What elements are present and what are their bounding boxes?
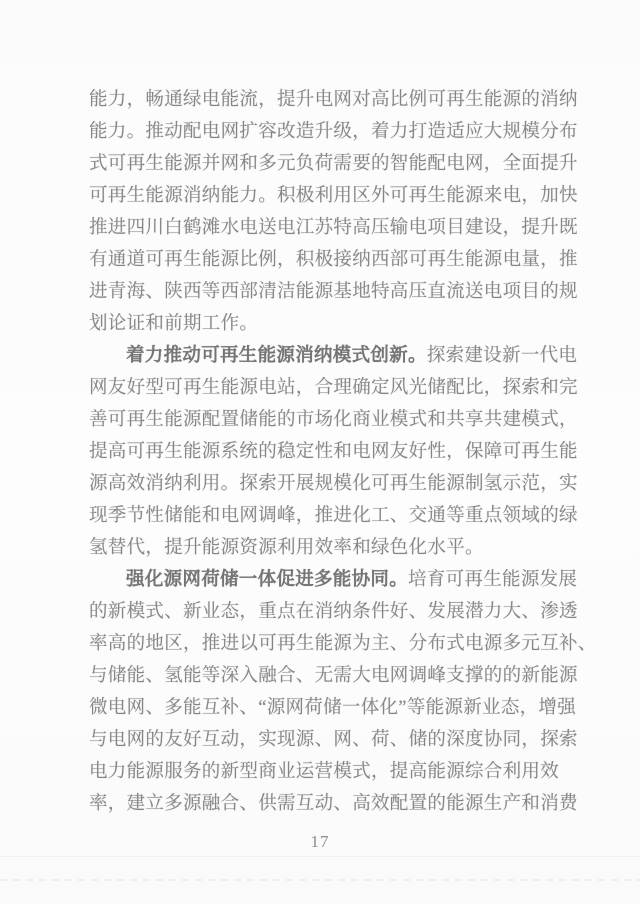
text-line: 划论证和前期工作。 [89, 314, 259, 334]
text-line: 网友好型可再生能源电站，合理确定风光储配比，探索和完 [89, 378, 578, 398]
text-line: 有通道可再生能源比例，积极接纳西部可再生能源电量，推 [89, 250, 578, 270]
text-line: 氢替代，提升能源资源利用效率和绿色化水平。 [89, 538, 484, 558]
text-line: 式可再生能源并网和多元负荷需要的智能配电网，全面提升 [89, 154, 578, 174]
text-line: 能力。推动配电网扩容改造升级，着力打造适应大规模分布 [89, 122, 578, 142]
text-line: 与储能、氢能等深入融合、无需大电网调峰支撑的的新能源 [89, 666, 578, 686]
text-line: 电力能源服务的新型商业运营模式，提高能源综合利用效 [89, 762, 560, 782]
text-line: 能力，畅通绿电能流，提升电网对高比例可再生能源的消纳 [89, 90, 578, 110]
scan-artifact-line [0, 856, 640, 857]
text-line: 与电网的友好互动，实现源、网、荷、储的深度协同，探索 [89, 730, 578, 750]
text-block [89, 84, 597, 820]
text-line: 率高的地区，推进以可再生能源为主、分布式电源多元互补、 [89, 634, 597, 654]
text-line: 可再生能源消纳能力。积极利用区外可再生能源来电，加快 [89, 186, 578, 206]
text-line: 微电网、多能互补、“源网荷储一体化”等能源新业态，增强 [89, 698, 577, 718]
text-line: 着力推动可再生能源消纳模式创新。探索建设新一代电 [126, 346, 578, 366]
text-line: 率，建立多源融合、供需互动、高效配置的能源生产和消费 [89, 794, 578, 814]
text-line: 推进四川白鹤滩水电送电江苏特高压输电项目建设，提升既 [89, 218, 578, 238]
text-line: 提高可再生能源系统的稳定性和电网友好性，保障可再生能 [89, 442, 578, 462]
text-line: 进青海、陕西等西部清洁能源基地特高压直流送电项目的规 [89, 282, 578, 302]
text-line: 强化源网荷储一体促进多能协同。培育可再生能源发展 [126, 570, 578, 590]
text-line: 善可再生能源配置储能的市场化商业模式和共享共建模式， [89, 410, 578, 430]
text-line: 的新模式、新业态，重点在消纳条件好、发展潜力大、渗透 [89, 602, 578, 622]
text-line: 源高效消纳利用。探索开展规模化可再生能源制氢示范，实 [89, 474, 578, 494]
paragraph-lead-bold: 着力推动可再生能源消纳模式创新。 [126, 346, 427, 366]
paragraph-lead-bold: 强化源网荷储一体促进多能协同。 [126, 570, 409, 590]
text-line: 现季节性储能和电网调峰，推进化工、交通等重点领域的绿 [89, 506, 578, 526]
page-number: 17 [310, 832, 330, 851]
scan-artifact-dashed-line [0, 879, 640, 881]
